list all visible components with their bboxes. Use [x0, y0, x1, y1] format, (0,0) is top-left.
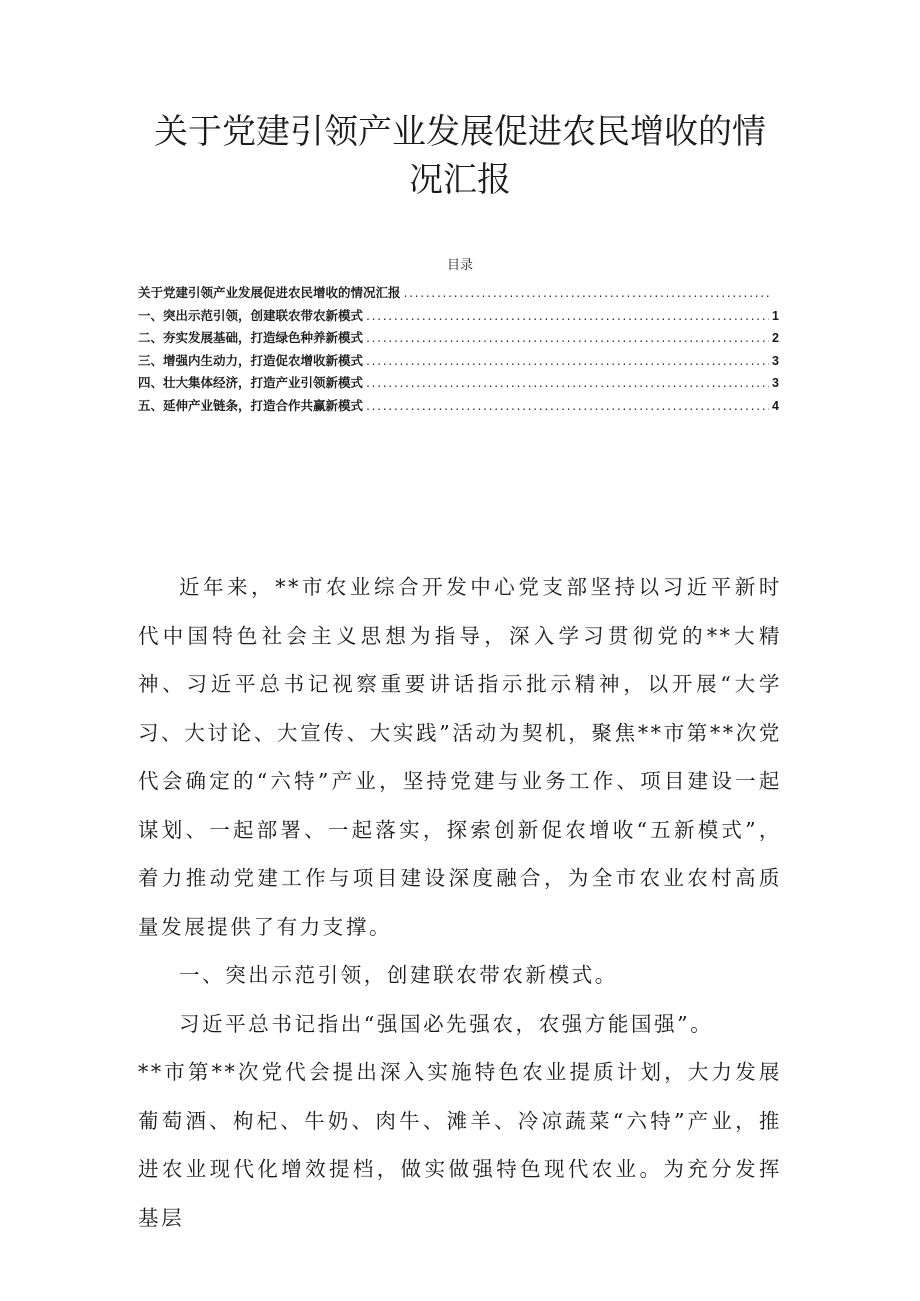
- toc-entry-text: 二、夯实发展基础，打造绿色种养新模式: [138, 330, 364, 346]
- toc-leader-dots: [363, 305, 769, 328]
- body-paragraph: **市第**次党代会提出深入实施特色农业提质计划，大力发展葡萄酒、枸杞、牛奶、肉牛、滩羊、冷凉蔬菜“六特”产业，推进农业现代化增效提档，做实做强特色现代农业。为充分发挥基层: [138, 1060, 782, 1230]
- toc-entry-1[interactable]: [138, 305, 779, 328]
- section-heading: 一、突出示范引领，创建联农带农新模式。: [179, 963, 618, 987]
- toc-entry-3[interactable]: [138, 350, 779, 373]
- toc-entry-text: 五、延伸产业链条，打造合作共赢新模式: [138, 397, 364, 413]
- document-body: [138, 563, 782, 1242]
- toc-entry-4[interactable]: [138, 372, 779, 395]
- toc-leader-dots: [363, 395, 769, 418]
- toc-leader-dots: [401, 282, 769, 305]
- document-title: 关于党建引领产业发展促进农民增收的情况汇报: [154, 112, 766, 200]
- toc-entry-page: 3: [772, 353, 779, 368]
- toc-entry-5[interactable]: [138, 395, 779, 418]
- toc-entry-page: 3: [772, 376, 779, 391]
- body-paragraph: 近年来，**市农业综合开发中心党支部坚持以习近平新时代中国特色社会主义思想为指导，深入学习贯彻党的**大精神、习近平总书记视察重要讲话指示批示精神，以开展“大学习、大讨论、大宣传、大实践”活动为契机，聚焦**市第**次党代会确定的“六特”产业，坚持党建与业务工作、项目建设一起谋划、一起部署、一起落实，探索创新促农增收“五新模式”，着力推动党建工作与项目建设深度融合，为全市农业农村高质量发展提供了有力支撑。: [138, 575, 782, 939]
- toc-leader-dots: [363, 372, 769, 395]
- toc-entry-page: 4: [772, 398, 779, 413]
- table-of-contents: [138, 282, 779, 418]
- toc-entry-title[interactable]: [138, 282, 779, 305]
- toc-entry-2[interactable]: [138, 327, 779, 350]
- toc-entry-page: 1: [772, 308, 779, 323]
- toc-leader-dots: [363, 350, 769, 373]
- toc-leader-dots: [363, 327, 769, 350]
- toc-entry-text: 四、壮大集体经济，打造产业引领新模式: [138, 375, 364, 391]
- toc-heading: 目录: [446, 258, 473, 273]
- toc-entry-text: 三、增强内生动力，打造促农增收新模式: [138, 352, 364, 368]
- toc-entry-page: 2: [772, 331, 779, 346]
- body-paragraph: 习近平总书记指出“强国必先强农，农强方能国强”。: [179, 1011, 714, 1036]
- toc-entry-text: 一、突出示范引领，创建联农带农新模式: [138, 307, 364, 323]
- toc-entry-text: 关于党建引领产业发展促进农民增收的情况汇报: [138, 285, 401, 300]
